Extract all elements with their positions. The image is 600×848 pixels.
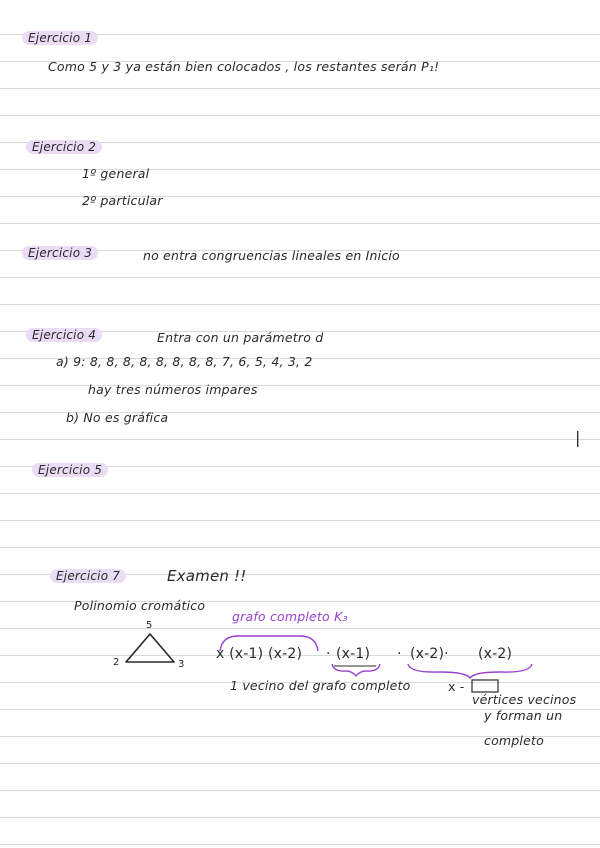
factor-dot-2: · [397, 646, 402, 662]
factor-4: (x-2) [478, 646, 513, 662]
exercise-4-heading: Ejercicio 4 [26, 328, 102, 342]
chromatic-polynomial-label: Polinomio cromático [74, 598, 206, 613]
exercise-4-intro: Entra con un parámetro d [157, 330, 324, 345]
exam-note: Examen !! [167, 567, 247, 585]
exercise-5-heading: Ejercicio 5 [32, 463, 108, 477]
factor-note-2b: y forman un [484, 708, 563, 723]
exercise-4-part-a-note: hay tres números impares [88, 382, 258, 397]
exercise-3-heading: Ejercicio 3 [22, 246, 98, 260]
vertex-2-label: 2 [113, 657, 120, 668]
exercise-4-part-b: b) No es gráfica [66, 410, 169, 425]
exercise-1-text: Como 5 y 3 ya están bien colocados , los restantes serán P₁! [48, 59, 440, 74]
vertex-5-label: 5 [146, 620, 153, 631]
margin-mark: | [575, 428, 581, 447]
exercise-2-line-2: 2º particular [82, 193, 163, 208]
factor-3: (x-2)· [410, 646, 449, 662]
factor-1: x (x-1) (x-2) [216, 646, 303, 662]
factor-dot-1: · [326, 646, 331, 662]
vertex-3-label: 3 [178, 659, 185, 670]
exercise-3-text: no entra congruencias lineales en Inicio [143, 248, 400, 263]
complete-graph-note: grafo completo K₃ [232, 609, 348, 624]
factor-note-2c: completo [484, 733, 544, 748]
factor-2: (x-1) [336, 646, 371, 662]
factor-note-1: 1 vecino del grafo completo [230, 678, 411, 693]
exercise-2-heading: Ejercicio 2 [26, 140, 102, 154]
exercise-2-line-1: 1º general [82, 166, 150, 181]
factor-note-2a: vértices vecinos [472, 692, 577, 707]
exercise-4-part-a: a) 9: 8, 8, 8, 8, 8, 8, 8, 8, 7, 6, 5, 4, 3, 2 [56, 354, 313, 369]
exercise-1-heading: Ejercicio 1 [22, 31, 98, 45]
factor-x-minus: x - [448, 679, 465, 694]
exercise-7-heading: Ejercicio 7 [50, 569, 126, 583]
